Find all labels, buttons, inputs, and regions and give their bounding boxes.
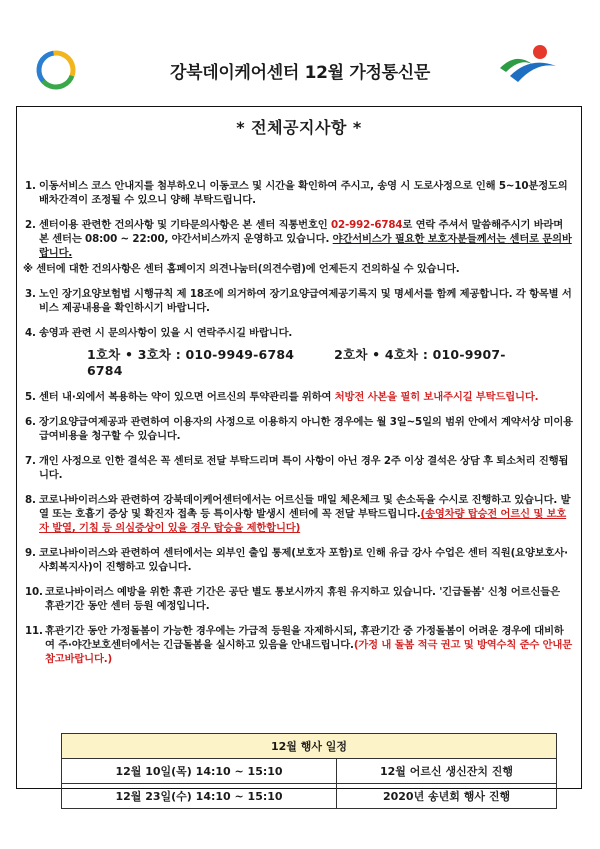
- item-text: 개인 사정으로 인한 결석은 꼭 센터로 전달 부탁드리며 특이 사항이 아닌 경우 2주 이상 결석은 상담 후 퇴소처리 진행됩니다.: [39, 455, 569, 481]
- notice-item-8: [25, 493, 573, 535]
- notice-item-7: [25, 454, 573, 482]
- event-name: 12월 어르신 생신잔치 진행: [337, 759, 557, 784]
- notice-item-5: [25, 390, 573, 404]
- item-text: 장기요양급여제공과 관련하여 이용자의 사정으로 이용하지 아니한 경우에는 월 3일~5일의 범위 안에서 계약서상 미이용 급여비용을 청구할 수 있습니다.: [39, 416, 573, 442]
- item-number: 3.: [25, 288, 36, 300]
- item-number: 9.: [25, 547, 36, 559]
- item-number: 10.: [25, 586, 43, 598]
- notice-box: [16, 106, 582, 803]
- item-text: 센터 내·외에서 복용하는 약이 있으면 어르신의 투약관리를 위하여: [39, 391, 335, 403]
- night-service-note: 야간서비스가 필요한 보호자분들께서는 센터로 문의바랍니다.: [39, 233, 572, 259]
- page-title: 강북데이케어센터 12월 가정통신문: [169, 63, 430, 83]
- item-number: 8.: [25, 494, 36, 506]
- notice-item-9: [25, 546, 573, 574]
- item-text: 노인 장기요양보험법 시행규칙 제 18조에 의거하여 장기요양급여제공기록지 및 명세서를 함께 제공합니다. 각 항목별 서비스 제공내용을 확인하시기 바랍니다.: [39, 288, 572, 314]
- header: [0, 40, 600, 100]
- item-text: 코로나바이러스와 관련하여 센터에서는 외부인 출입 통제(보호자 포함)로 인해 유급 강사 수업은 센터 직원(요양보호사·사회복지사)이 진행하고 있습니다.: [39, 547, 568, 573]
- item-number: 4.: [25, 327, 36, 339]
- event-schedule-table: [61, 733, 557, 809]
- event-name: 2020년 송년회 행사 진행: [337, 784, 557, 809]
- notice-item-11: [25, 624, 573, 666]
- notice-item-4: [25, 326, 573, 340]
- event-date: 12월 23일(수) 14:10 ~ 15:10: [62, 784, 337, 809]
- notice-item-3: [25, 287, 573, 315]
- boarding-restriction-note: (송영차량 탑승전 어르신 및 보호자 발열, 기침 등 의심증상이 있을 경우 탑승을 제한합니다): [39, 508, 567, 534]
- item-number: 11.: [25, 625, 43, 637]
- vehicle-phone-2-4: 2호차 • 4호차 : 010-9907-6784: [87, 347, 506, 378]
- prescription-note: 처방전 사본을 필히 보내주시길 부탁드립니다.: [334, 391, 539, 403]
- district-logo-icon: [496, 42, 560, 88]
- item-text: 송영과 관련 시 문의사항이 있을 시 연락주시길 바랍니다.: [39, 327, 293, 339]
- home-care-note: (가정 내 돌봄 적극 권고 및 방역수칙 준수 안내문 참고바랍니다.): [45, 639, 572, 665]
- item-text: 이동서비스 코스 안내지를 첨부하오니 이동코스 및 시간을 확인하여 주시고, 송영 시 도로사정으로 인해 5~10분정도의 배차간격이 조정될 수 있으니 양해 부탁드립니다.: [39, 180, 568, 206]
- event-date: 12월 10일(목) 14:10 ~ 15:10: [62, 759, 337, 784]
- notice-item-10: [25, 585, 573, 613]
- notice-item-1: [25, 179, 573, 207]
- vehicle-phones: [25, 345, 573, 378]
- notice-title: * 전체공지사항 *: [236, 118, 362, 137]
- vehicle-phone-1-3: 1호차 • 3호차 : 010-9949-6784: [87, 347, 295, 362]
- table-row: [62, 759, 557, 784]
- schedule-title: 12월 행사 일정: [62, 734, 557, 759]
- item-text: 코로나바이러스와 관련하여 강북데이케어센터에서는 어르신들 매일 체온체크 및 손소독을 수시로 진행하고 있습니다. 발열 또는 호흡기 증상 및 확진자 접촉 등 특이사항 발생시 센터에 꼭 전달 부탁드립니다.: [39, 494, 571, 520]
- item-number: 5.: [25, 391, 36, 403]
- item-number: 6.: [25, 416, 36, 428]
- suggestion-note: ※ 센터에 대한 건의사항은 센터 홈페이지 의견나눔터(의견수렴)에 언제든지 건의하실 수 있습니다.: [23, 263, 460, 275]
- notice-list: [25, 179, 573, 677]
- item-number: 1.: [25, 180, 36, 192]
- center-phone: 02-992-6784: [331, 219, 403, 231]
- table-row: [62, 784, 557, 809]
- item-text: 센터이용 관련한 건의사항 및 기타문의사항은 본 센터 직통번호인: [39, 219, 331, 231]
- item-number: 7.: [25, 455, 36, 467]
- item-text-cont: 로 연락 주셔서 말씀해주시기 바라며 본 센터는 08:00 ~ 22:00, 야간서비스까지 운영하고 있습니다.: [39, 219, 564, 245]
- notice-item-2: [25, 218, 573, 260]
- item-number: 2.: [25, 219, 36, 231]
- notice-item-6: [25, 415, 573, 443]
- item-text: 휴관기간 동안 가정돌봄이 가능한 경우에는 가급적 등원을 자제하시되, 휴관기간 중 가정돌봄이 어려운 경우에 대비하여 주·야간보호센터에서는 긴급돌봄을 실시하고 있음을 안내드립니다.: [45, 625, 564, 651]
- item-text: 코로나바이러스 예방을 위한 휴관 기간은 공단 별도 통보시까지 휴원 유지하고 있습니다. '긴급돌봄' 신청 어르신들은 휴관기간 동안 센터 등원 예정입니다.: [45, 586, 560, 612]
